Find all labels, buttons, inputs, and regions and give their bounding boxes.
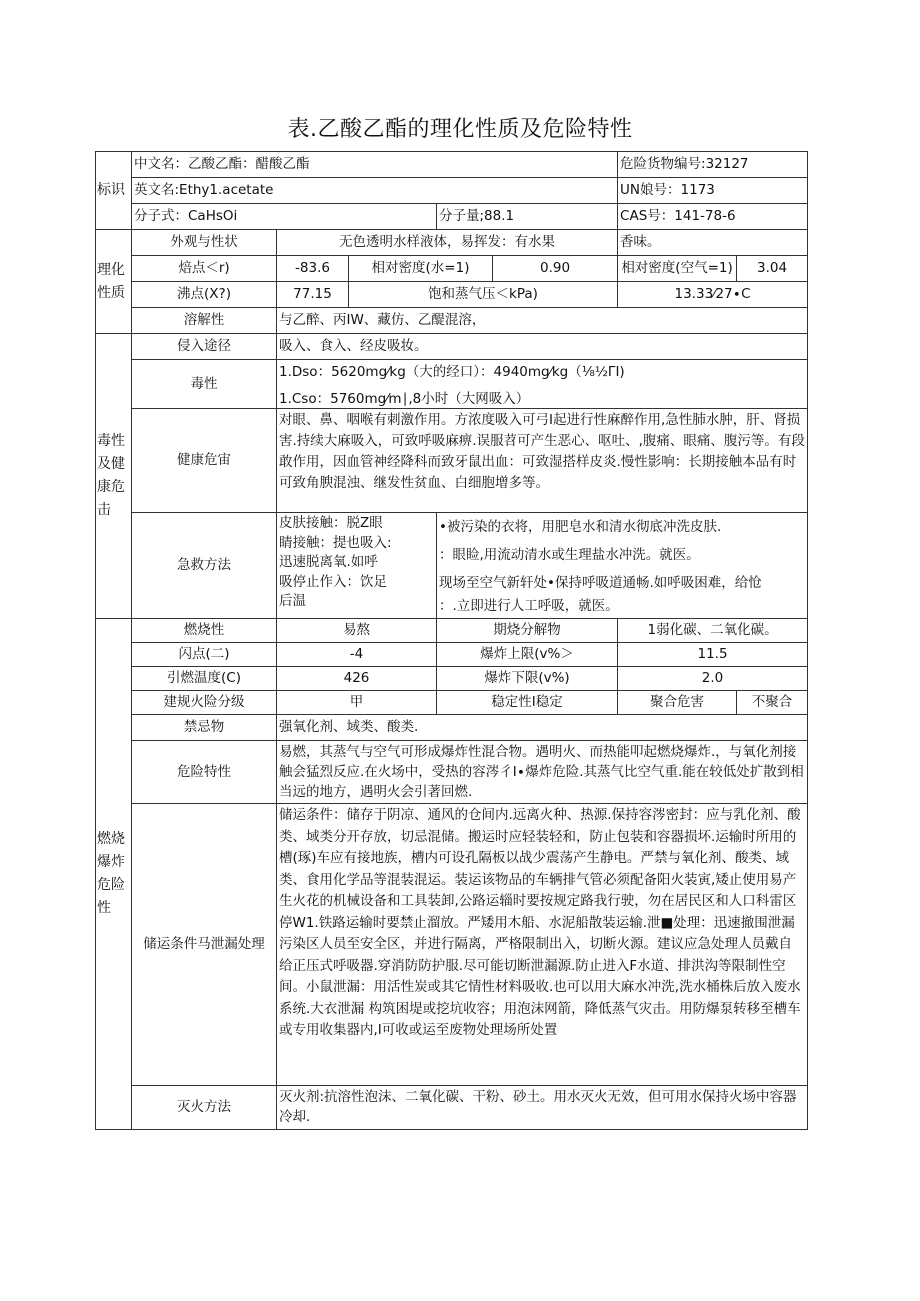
- incompatible-label: 禁忌物: [132, 715, 277, 741]
- stability: 稳定性I稳定: [437, 691, 618, 715]
- hazard-goods-number: 危险货物编号:32127: [618, 152, 808, 178]
- autoignition-label: 引燃温度(C): [132, 667, 277, 691]
- extinguish-value: 灭火剂:抗溶性泡沫、二氧化碳、干粉、砂土。用水灭火无效，但可用水保持火场中容器冷却.: [277, 1086, 808, 1130]
- polymerization-value: 不聚合: [737, 691, 808, 715]
- relative-density-air-value: 3.04: [737, 256, 808, 282]
- un-number: UN娘号：1173: [618, 178, 808, 204]
- extinguish-label: 灭火方法: [132, 1086, 277, 1130]
- first-aid-breath: 吸停止作入：饮足: [279, 573, 387, 590]
- first-aid-skin: 皮肤接触：脱Z眼: [279, 515, 383, 531]
- polymerization-label: 聚合危害: [618, 691, 737, 715]
- first-aid-inhale: 迅速脱离氧.如呼: [279, 554, 378, 570]
- toxicity-label: 毒性: [132, 360, 277, 409]
- flammability-label: 燃烧性: [132, 619, 277, 643]
- first-aid-action-breath: ：.立即进行人工呼吸，就医。: [439, 598, 619, 614]
- entry-route-value: 吸入、食入、经皮吸妆。: [277, 334, 808, 360]
- storage-leak-label: 储运条件马泄漏处理: [132, 804, 277, 1086]
- first-aid-action-eye: ：眼睑,用流动清水或生理盐水冲洗。就医。: [439, 547, 700, 563]
- solubility-label: 溶解性: [132, 308, 277, 334]
- combustion-products-value: 1弱化碳、二氧化碳。: [618, 619, 808, 643]
- first-aid-actions: [437, 513, 808, 619]
- hazard-property-value: 易燃，其蒸气与空气可形成爆炸性混合物。遇明火、而热能叩起燃烧爆炸.，与氧化剂接触会猛烈反应.在火场中，受热的容涔彳I∙爆炸危险.其蒸气比空气重.能在较低处扩散到相当远的地方，遇明火会引著回燃.: [277, 741, 808, 804]
- section-toxicity: 毒性及健康危击: [96, 334, 132, 619]
- properties-table: [95, 151, 808, 1130]
- health-hazard-label: 健康危宙: [132, 409, 277, 513]
- health-hazard-value: 对眼、鼻、咽喉有刺激作用。方浓度吸入可弓I起进行性麻醉作用,急性肺水肿，肝、肾损害.持续大麻吸入，可致呼吸麻痹.误服苕可产生恶心、呕吐、,腹痛、眼痛、腹污等。有段敢作用，因血管神经降科而致牙鼠出血：可致湿搭样皮炎.慢性影响：长期接触本品有时可致角腴混浊、继发性贫血、白细胞增多等。: [277, 409, 808, 513]
- toxicity-lc50: 1.Cso：5760mg⁄m∣,8小时（大网吸入）: [279, 391, 530, 407]
- section-physchem: 理化性质: [96, 230, 132, 334]
- relative-density-water-value: 0.90: [493, 256, 618, 282]
- upper-explosion-limit-label: 爆炸上限(v%＞: [437, 643, 618, 667]
- boiling-point-label: 沸点(X?): [132, 282, 277, 308]
- entry-route-label: 侵入途径: [132, 334, 277, 360]
- upper-explosion-limit-value: 11.5: [618, 643, 808, 667]
- toxicity-value: [277, 360, 808, 409]
- first-aid-action-skin: •被污染的衣将，用肥皂水和清水彻底冲洗皮肤.: [439, 519, 722, 535]
- chinese-name: 中文名：乙酸乙酯：醋酸乙酯: [132, 152, 618, 178]
- flash-point-value: -4: [277, 643, 437, 667]
- incompatible-value: 强氧化剂、域类、酸类.: [277, 715, 808, 741]
- molecular-weight: 分子量;88.1: [437, 204, 618, 230]
- english-name: 英文名:Ethy1.acetate: [132, 178, 618, 204]
- molecular-formula: 分子式：CaHsOi: [132, 204, 437, 230]
- lower-explosion-limit-label: 爆炸下限(v%): [437, 667, 618, 691]
- flammability-value: 易熬: [277, 619, 437, 643]
- storage-leak-value: 储运条件：储存于阴凉、通风的仓间内.远离火种、热源.保持容涔密封：应与乳化剂、酸类、域类分开存放，切忌混储。搬运时应轻装轻和，防止包装和容器损坏.运输时所用的槽(琢)车应有接地族，槽内可设孔隔板以战少震荡产生静电。严禁与氧化剂、酸类、域类、食用化学品等混装混运。装运该物品的车辆排气管必须配备阳火装寅,矮止使用易产生火花的机械设备和工具装卸,公路运辎时要按规定路我行驶，勿在居民区和人口科雷区停W1.铁路运输时要禁止溜放。严矮用木船、水泥船散装运输.泄■处理：迅速撤围泄漏污染区人员至安全区，并进行隔离，严格限制出入，切断火源。建议应急处理人员戴自给正压式呼吸器.穿消防防护服.尽可能切断泄漏源.防止进入F水道、排洪沟等限制性空间。小鼠泄漏：用活性炭或其它情性材料吸收.也可以用大麻水冲洗,洗水桶株后放入废水系统.大衣泄漏 构筑困堤或挖坑收容；用泡沫网箭，降低蒸气灾击。用防爆泵转移至槽车或专用收集器内,I可收或运至废物处理场所处置: [277, 804, 808, 1086]
- autoignition-value: 426: [277, 667, 437, 691]
- cas-number: CAS号：141-78-6: [618, 204, 808, 230]
- melting-point-label: 焙点＜r): [132, 256, 277, 282]
- first-aid-ingest: 后温: [279, 593, 306, 609]
- fire-class-label: 建规火险分级: [132, 691, 277, 715]
- page-title: 表.乙酸乙酯的理化性质及危险特性: [287, 117, 633, 142]
- section-fire: 燃烧爆炸危险性: [96, 619, 132, 1130]
- appearance-label: 外观与性状: [132, 230, 277, 256]
- first-aid-conditions: [277, 513, 437, 619]
- boiling-point-value: 77.15: [277, 282, 349, 308]
- appearance-extra: 香味。: [618, 230, 808, 256]
- section-identification: 标识: [96, 152, 132, 230]
- fire-class-value: 甲: [277, 691, 437, 715]
- first-aid-action-inhale: 现场至空气新轩处•保持呼吸道通畅.如呼吸困难，给怆: [439, 575, 762, 591]
- toxicity-ld50: 1.Dso：5620mg⁄kg（大的经口）：4940mg⁄kg（⅛½ΓI): [279, 364, 625, 380]
- flash-point-label: 闪点(二): [132, 643, 277, 667]
- vapor-pressure-label: 饱和蒸气压＜kPa): [349, 282, 618, 308]
- hazard-property-label: 危险特性: [132, 741, 277, 804]
- vapor-pressure-value: 13.33⁄27∙C: [618, 282, 808, 308]
- melting-point-value: -83.6: [277, 256, 349, 282]
- relative-density-water-label: 相对密度(水=1): [349, 256, 493, 282]
- combustion-products-label: 期烧分解物: [437, 619, 618, 643]
- first-aid-label: 急救方法: [132, 513, 277, 619]
- relative-density-air-label: 相对密度(空气=1): [618, 256, 737, 282]
- first-aid-eye: 睛接触：提也吸入:: [279, 534, 392, 551]
- solubility-value: 与乙醉、丙IW、藏仿、乙醍混溶，: [277, 308, 808, 334]
- appearance-value: 无色透明水样液体，易挥发：有水果: [277, 230, 618, 256]
- lower-explosion-limit-value: 2.0: [618, 667, 808, 691]
